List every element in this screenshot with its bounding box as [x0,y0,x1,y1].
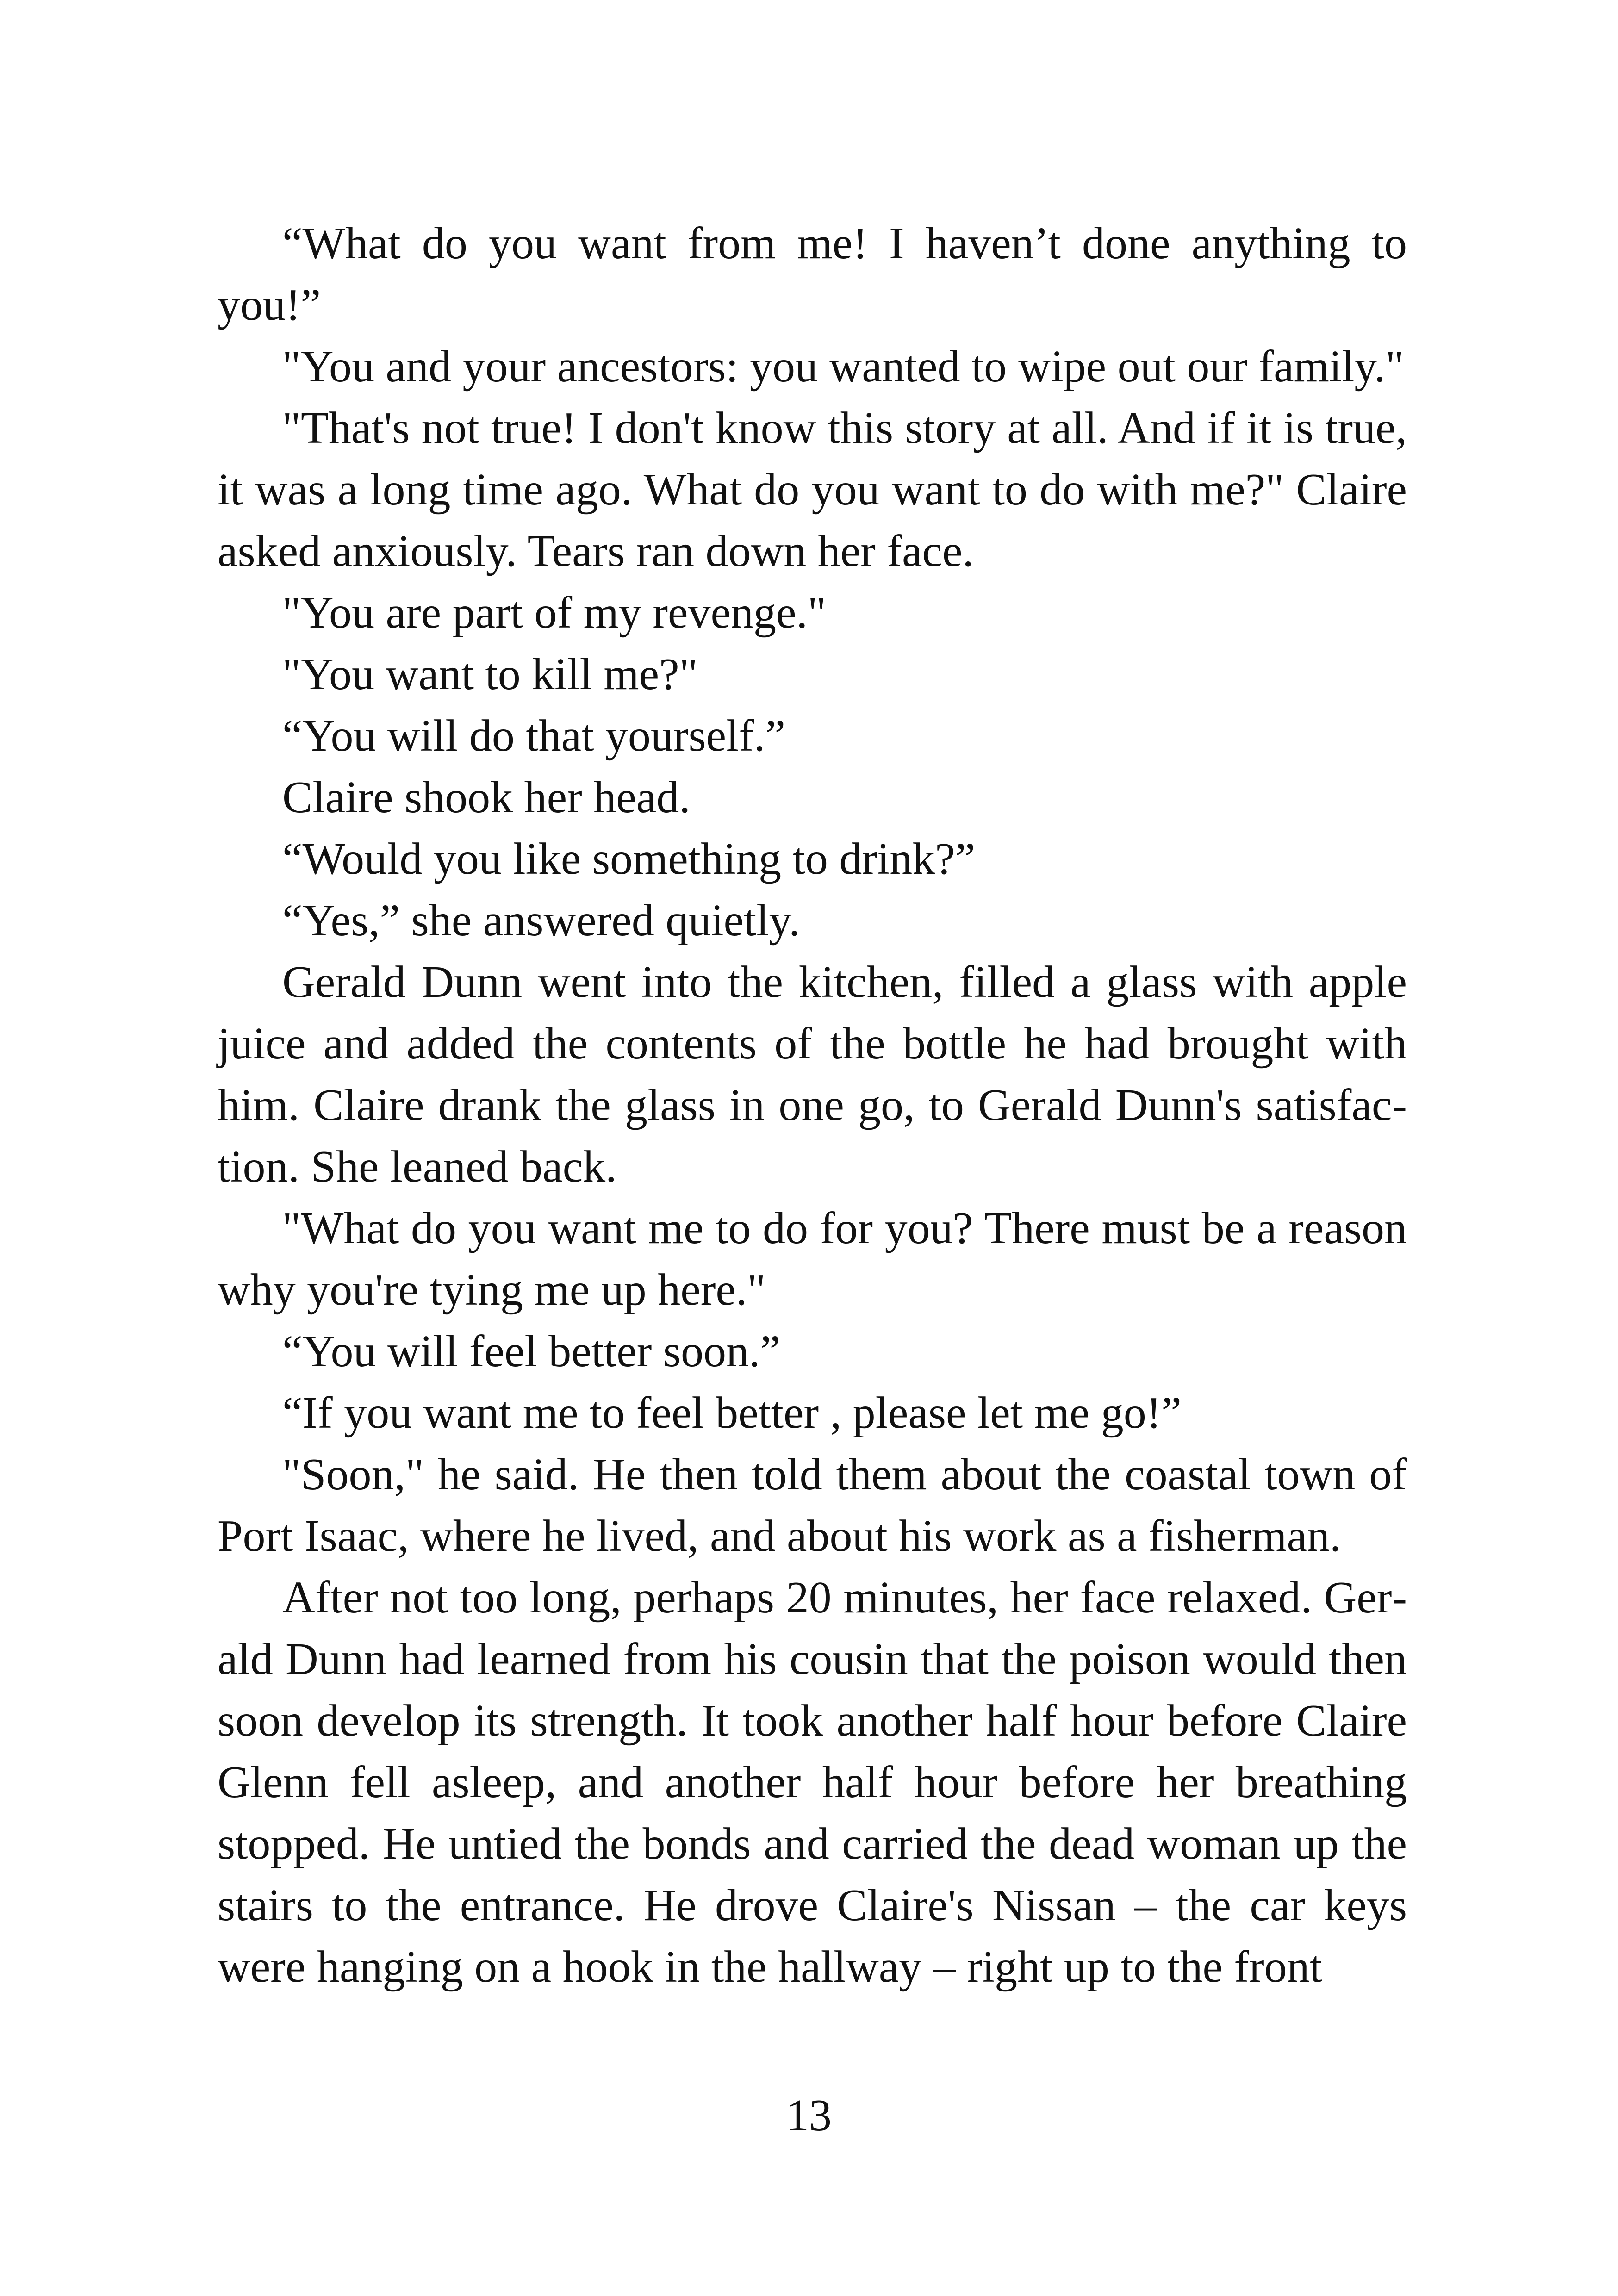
paragraph: Gerald Dunn went into the kitchen, filled a glass with apple juice and added the contents of the bottle he had brought with him. Claire drank the glass in one go, to Gerald Dunn's satisfaction. She leaned back. [218,957,1407,1192]
paragraph: “Yes,” she answered quietly. [282,896,800,946]
paragraph: “What do you want from me! I haven’t done anything to you!” [218,218,1407,330]
paragraph: "Soon," he said. He then told them about the coastal town of Port Isaac, where he lived, and about his work as a fisherman. [218,1450,1407,1561]
paragraph: "You are part of my revenge." [282,588,826,638]
paragraph: "What do you want me to do for you? There must be a reason why you're tying me up here." [218,1203,1407,1315]
paragraph: "You and your ancestors: you wanted to wipe out our family." [282,342,1404,392]
paragraph: "You want to kill me?" [282,649,698,699]
body-text [218,213,1407,1998]
page-number: 13 [786,2091,832,2140]
paragraph: “If you want me to feel better , please let me go!” [282,1388,1182,1438]
paragraph: "That's not true! I don't know this story at all. And if it is true, it was a long time ago. What do you want to do with me?" Claire asked anxiously. Tears ran down her face. [218,403,1407,576]
paragraph: After not too long, perhaps 20 minutes, her face relaxed. Gerald Dunn had learned from his cousin that the poison would then soon develop its strength. It took another half hour before Claire Glenn fell asleep, and another half hour before her breathing stopped. He untied the bonds and carried the dead woman up the stairs to the entrance. He drove Claire's Nissan – the car keys were hanging on a hook in the hallway – right up to the front [218,1573,1407,1992]
paragraph: “You will feel better soon.” [282,1326,780,1376]
paragraph: “Would you like something to drink?” [282,834,976,884]
paragraph: “You will do that yourself.” [282,711,785,761]
paragraph: Claire shook her head. [282,772,691,822]
